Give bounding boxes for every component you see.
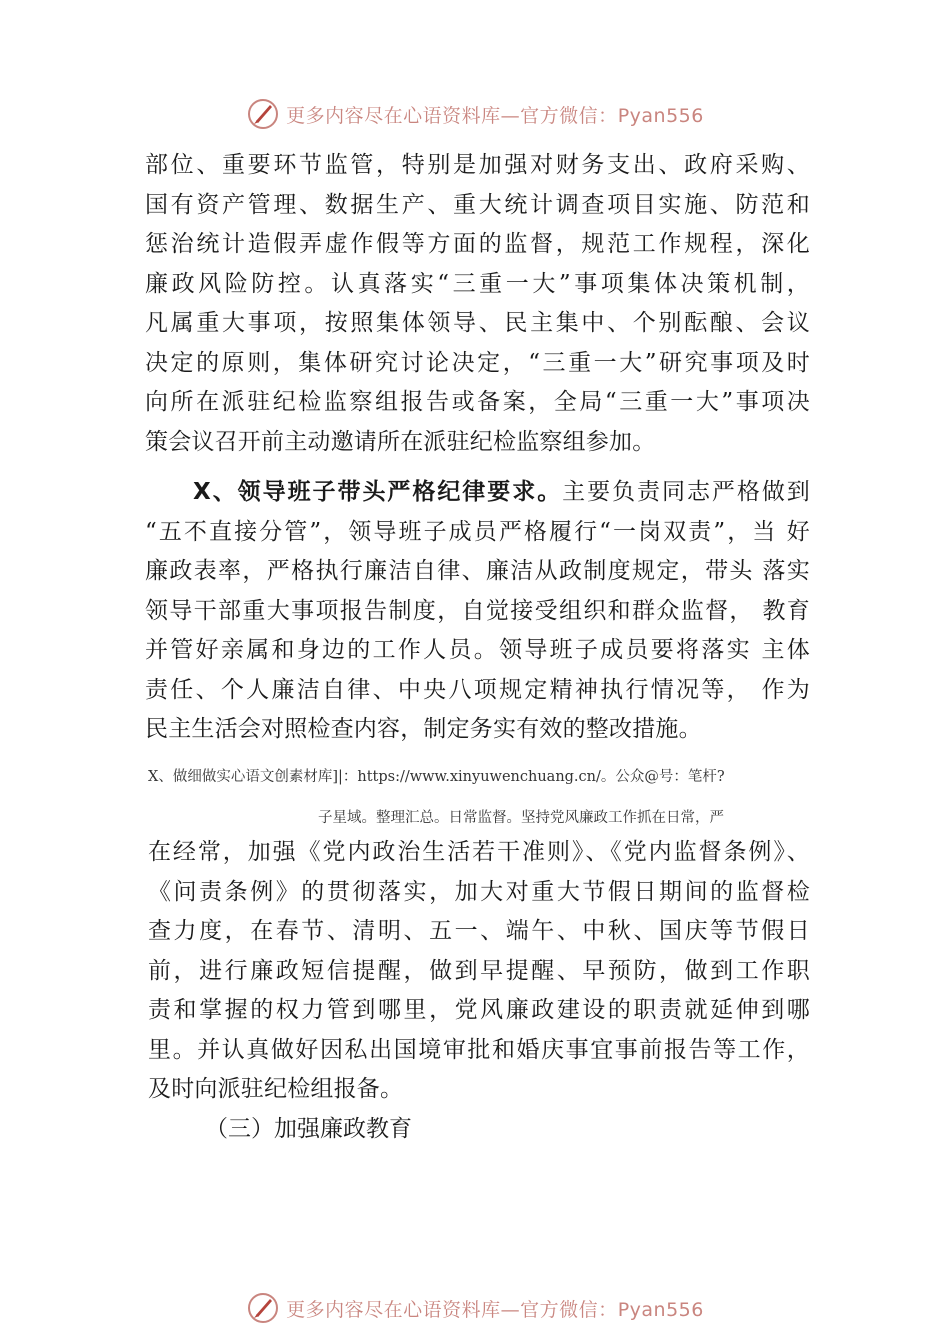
paragraph-3 — [148, 833, 810, 1110]
text-line: 国有资产管理、数据生产、重大统计调查项目实施、防范和 — [145, 191, 810, 218]
small-text-line-1: X、做细做实心语文创素材库]|：https://www.xinyuwenchuang.cn/。公众@号：笔杆? — [148, 769, 725, 785]
text-line: 责任、个人廉洁自律、中央八项规定精神执行情况等， 作为 — [145, 676, 810, 703]
text-line: 向所在派驻纪检监察组报告或备案，全局“三重一大”事项决 — [145, 389, 810, 415]
text-line: 领导干部重大事项报告制度，自觉接受组织和群众监督， 教育 — [145, 597, 810, 624]
footer-banner — [0, 1288, 950, 1328]
text-line: 决定的原则，集体研究讨论决定，“三重一大”研究事项及时 — [145, 349, 810, 376]
header-banner — [0, 94, 950, 134]
text-line — [145, 473, 810, 513]
header-wechat-id: Pyan556 — [617, 104, 704, 127]
pen-logo-icon — [246, 97, 280, 131]
para2-first-rest: 主要负责同志严格做到 — [562, 479, 811, 505]
section-heading: （三）加强廉政教育 — [205, 1116, 412, 1142]
text-line: 里。并认真做好因私出国境审批和婚庆事宜事前报告等工作， — [148, 1036, 810, 1063]
pen-logo-icon — [246, 1291, 280, 1325]
footer-wechat-label: 官方微信： — [520, 1298, 618, 1321]
text-line: 廉政风险防控。认真落实“三重一大”事项集体决策机制， — [145, 270, 810, 297]
text-line: 惩治统计造假弄虚作假等方面的监督，规范工作规程，深化 — [145, 231, 810, 257]
header-dash: — — [500, 104, 521, 127]
header-wechat-label: 官方微信： — [520, 104, 618, 127]
text-line: 前，进行廉政短信提醒，做到早提醒、早预防，做到工作职 — [148, 957, 810, 984]
text-line: “五不直接分管”，领导班子成员严格履行“一岗双责”，当 好 — [145, 518, 810, 545]
text-line: 责和掌握的权力管到哪里，党风廉政建设的职责就延伸到哪 — [148, 997, 810, 1023]
text-line: 凡属重大事项，按照集体领导、民主集中、个别酝酿、会议 — [145, 310, 810, 336]
footer-wechat-id: Pyan556 — [617, 1298, 704, 1321]
text-line: 民主生活会对照检查内容，制定务实有效的整改措施。 — [145, 716, 702, 742]
small-text-line-2: 子星域。整理汇总。日常监督。坚持党风廉政工作抓在日常，严 — [318, 810, 724, 826]
footer-dash: — — [500, 1298, 521, 1321]
text-line: 廉政表率，严格执行廉洁自律、廉洁从政制度规定，带头 落实 — [145, 558, 810, 584]
paragraph-1 — [145, 146, 810, 462]
text-line: 查力度，在春节、清明、五一、端午、中秋、国庆等节假日 — [148, 918, 810, 944]
text-line: 部位、重要环节监管，特别是加强对财务支出、政府采购、 — [145, 152, 810, 178]
paragraph-2 — [145, 473, 810, 750]
header-text — [286, 101, 704, 128]
footer-main: 更多内容尽在心语资料库 — [286, 1298, 501, 1321]
text-line: 及时向派驻纪检组报备。 — [148, 1076, 404, 1102]
para2-heading: X、领导班子带头严格纪律要求。 — [193, 479, 563, 505]
footer-text — [286, 1295, 704, 1322]
header-main: 更多内容尽在心语资料库 — [286, 104, 501, 127]
text-line: 并管好亲属和身边的工作人员。领导班子成员要将落实 主体 — [145, 637, 810, 663]
text-line: 在经常，加强《党内政治生活若干准则》、《党内监督条例》、 — [148, 839, 810, 865]
text-line: 《问责条例》的贯彻落实，加大对重大节假日期间的监督检 — [148, 878, 810, 905]
text-line: 策会议召开前主动邀请所在派驻纪检监察组参加。 — [145, 428, 656, 455]
